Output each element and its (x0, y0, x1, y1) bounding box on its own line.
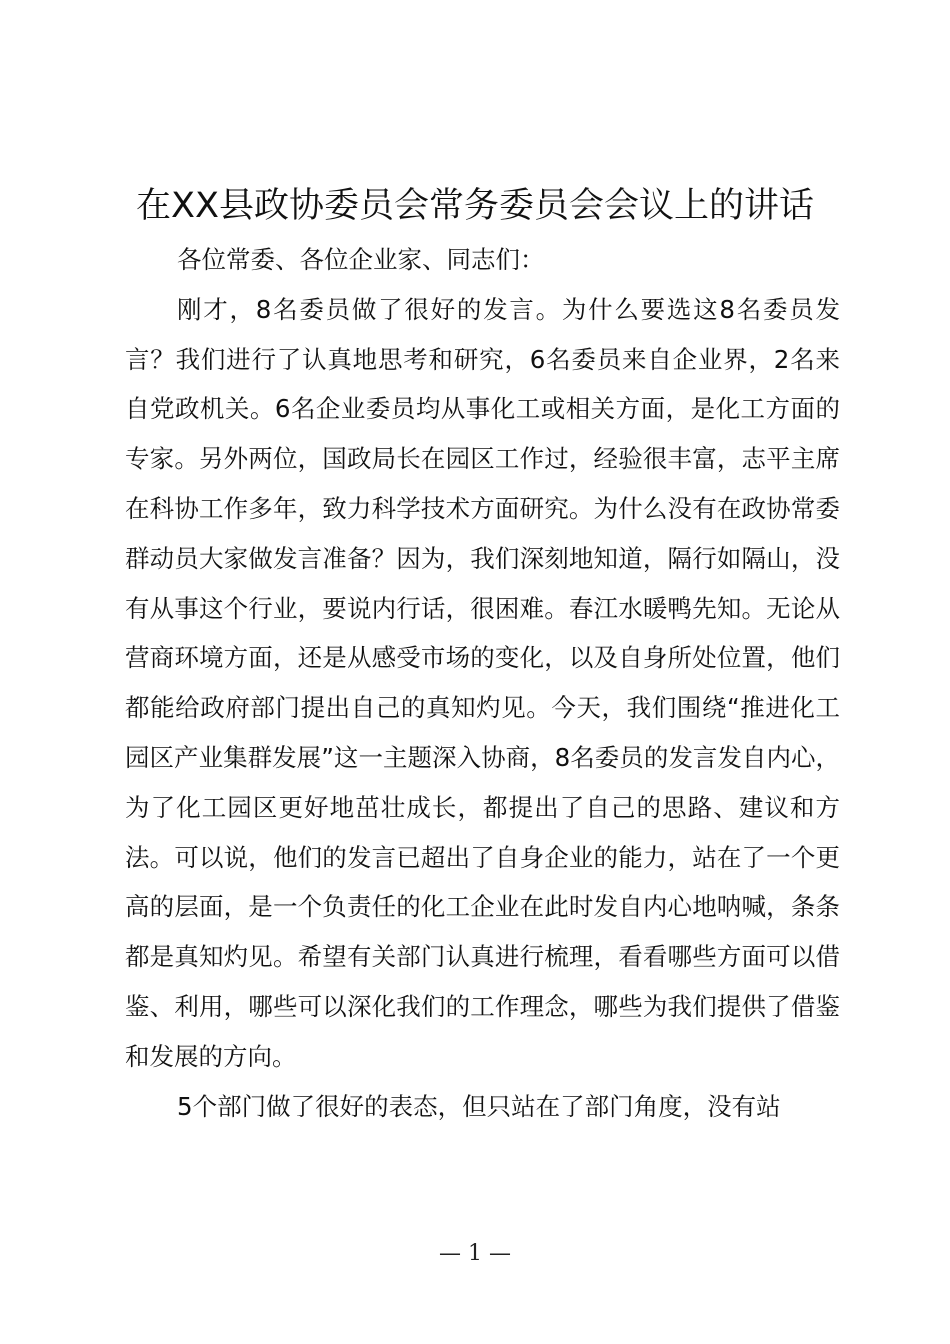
document-title: 在XX县政协委员会常务委员会会议上的讲话 (136, 186, 814, 226)
body-paragraph: 5个部门做了很好的表态，但只站在了部门角度，没有站 (177, 1091, 781, 1121)
body-paragraph: 刚才，8名委员做了很好的发言。为什么要选这8名委员发言？我们进行了认真地思考和研究，6名委员来自企业界，2名来自党政机关。6名企业委员均从事化工或相关方面，是化工方面的专家。另外两位，国政局长在园区工作过，经验很丰富，志平主席在科协工作多年，致力科学技术方面研究。为什么没有在政协常委群动员大家做发言准备？因为，我们深刻地知道，隔行如隔山，没有从事这个行业，要说内行话，很困难。春江水暖鸭先知。无论从营商环境方面，还是从感受市场的变化，以及自身所处位置，他们都能给政府部门提出自己的真知灼见。今天，我们围绕“推进化工园区产业集群发展”这一主题深入协商，8名委员的发言发自内心，为了化工园区更好地茁壮成长，都提出了自己的思路、建议和方法。可以说，他们的发言已超出了自身企业的能力，站在了一个更高的层面，是一个负责任的化工企业在此时发自内心地呐喊，条条都是真知灼见。希望有关部门认真进行梳理，看看哪些方面可以借鉴、利用，哪些可以深化我们的工作理念，哪些为我们提供了借鉴和发展的方向。 (125, 294, 840, 1071)
page-number: — 1 — (439, 1241, 511, 1266)
salutation-paragraph: 各位常委、各位企业家、同志们： (177, 245, 545, 274)
document-body (125, 235, 840, 1131)
